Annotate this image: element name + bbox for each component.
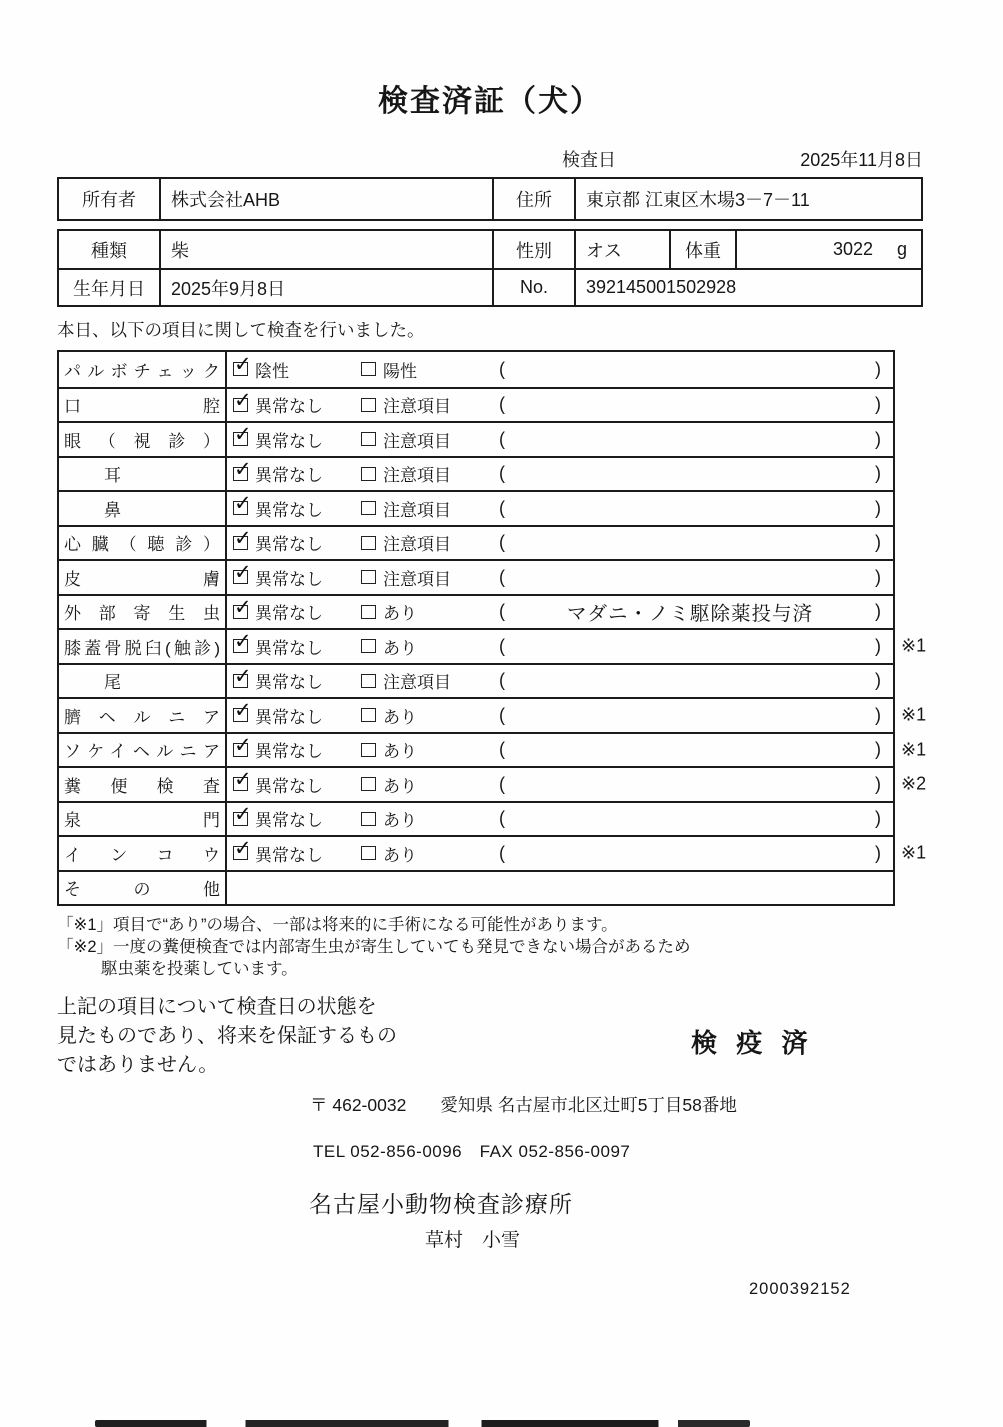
note-open-paren: (: [499, 739, 505, 760]
inspection-row: [59, 352, 893, 387]
disclaimer-line-1: 上記の項目について検査日の状態を: [57, 996, 377, 1018]
check-icon: ✓: [234, 526, 252, 550]
note-field: [495, 567, 893, 588]
weight-value: 3022: [832, 239, 873, 259]
option2-checkbox[interactable]: [361, 398, 376, 412]
option1: [233, 388, 361, 417]
option2-checkbox[interactable]: [361, 467, 376, 481]
inspection-row: [59, 766, 927, 801]
inspection-item-cell: [59, 458, 227, 491]
weight-unit: g: [896, 239, 907, 259]
inspection-row: [59, 732, 927, 767]
check-icon: ✓: [234, 699, 252, 723]
note-field: [495, 739, 893, 760]
option1-checkbox[interactable]: [233, 802, 252, 826]
inspection-row-content: [227, 837, 893, 870]
inspection-row: [59, 525, 893, 560]
option2-checkbox[interactable]: [361, 501, 376, 515]
option2-label: あり: [383, 707, 417, 727]
option2: [361, 357, 495, 382]
option1-label: 異常なし: [255, 535, 323, 555]
inspection-item-label: 眼（視診）: [64, 431, 220, 451]
option1: [233, 699, 361, 728]
inspection-row: [59, 801, 893, 836]
inspection-item-cell: [59, 734, 227, 767]
inspection-row-content: [227, 803, 893, 836]
option1-label: 異常なし: [255, 569, 323, 589]
note-field: [495, 359, 893, 380]
option2-checkbox[interactable]: [361, 536, 376, 550]
option2: [361, 806, 495, 831]
check-icon: ✓: [234, 423, 252, 447]
serial-number: 2000392152: [749, 1280, 851, 1298]
option2: [361, 634, 495, 659]
inspection-row: [59, 628, 927, 663]
inspection-row: [59, 421, 893, 456]
check-icon: ✓: [234, 802, 252, 826]
option1: [233, 561, 361, 590]
certificate-no-value: 392145001502928: [574, 270, 921, 305]
inspection-row: [59, 870, 893, 905]
option2-checkbox[interactable]: [361, 743, 376, 757]
option1: [233, 423, 361, 452]
inspection-row-content: [227, 699, 893, 732]
option1-checkbox[interactable]: [233, 595, 252, 619]
owner-name: 株式会社AHB: [159, 179, 492, 219]
inspection-row-content: [227, 630, 893, 663]
option2-label: 注意項目: [383, 397, 451, 417]
inspection-item-label: 鼻: [104, 500, 121, 520]
pet-info-row-2: [59, 268, 921, 305]
option1-checkbox[interactable]: [233, 733, 252, 757]
inspection-row-content: [227, 389, 893, 422]
note-close-paren: ): [875, 497, 881, 518]
note-close-paren: ): [875, 428, 881, 449]
option1-label: 異常なし: [255, 397, 323, 417]
disclaimer-line-3: ではありません。: [57, 1054, 219, 1076]
note-open-paren: (: [499, 842, 505, 863]
option1-label: 異常なし: [255, 431, 323, 451]
row-reference-mark: ※1: [901, 739, 927, 760]
clinic-name: 名古屋小動物検査診療所: [309, 1191, 573, 1217]
inspection-row: [59, 490, 893, 525]
note-field: [495, 843, 893, 864]
inspection-item-cell: [59, 492, 227, 525]
note-open-paren: (: [499, 635, 505, 656]
note-open-paren: (: [499, 358, 505, 379]
note-close-paren: ): [875, 808, 881, 829]
inspection-item-label: 尾: [104, 673, 121, 693]
option2: [361, 530, 495, 555]
check-icon: ✓: [234, 353, 252, 377]
inspection-item-label: 耳: [104, 466, 121, 486]
check-icon: ✓: [234, 837, 252, 861]
inspection-row-content: [227, 665, 893, 698]
inspection-item-label: パルボチェック: [64, 361, 220, 381]
option1: [233, 526, 361, 555]
note-open-paren: (: [499, 497, 505, 518]
inspection-item-label: 外部寄生虫: [64, 604, 220, 624]
veterinarian-name: 草村 小雪: [425, 1230, 521, 1251]
clinic-address: 愛知県 名古屋市北区辻町5丁目58番地: [440, 1095, 737, 1115]
note-close-paren: ): [875, 739, 881, 760]
option2-checkbox[interactable]: [361, 432, 376, 446]
owner-table: [57, 177, 923, 221]
option2: [361, 841, 495, 866]
option2-label: 陽性: [383, 361, 417, 381]
quarantine-stamp: 検 疫 済: [691, 1028, 814, 1058]
check-icon: ✓: [234, 388, 252, 412]
inspection-item-cell: [59, 699, 227, 732]
intro-text: 本日、以下の項目に関して検査を行いました。: [57, 320, 425, 340]
clinic-tel-fax: TEL 052-856-0096 FAX 052-856-0097: [313, 1142, 631, 1161]
inspection-item-label: その他: [64, 880, 220, 900]
pet-info-row-1: [59, 231, 921, 268]
option1-checkbox[interactable]: [233, 353, 252, 377]
footnotes: [57, 914, 923, 980]
inspection-date-row: [57, 146, 923, 168]
owner-address-label: 住所: [492, 179, 574, 219]
footnote-2-continued: 駆虫薬を投薬しています。: [101, 960, 298, 978]
inspection-item-label: インコウ: [64, 845, 220, 865]
option1: [233, 457, 361, 486]
option2: [361, 392, 495, 417]
option2-checkbox[interactable]: [361, 639, 376, 653]
note-field: [495, 598, 893, 626]
inspection-date-label: 検査日: [562, 150, 616, 170]
note-close-paren: ): [875, 842, 881, 863]
check-icon: ✓: [234, 561, 252, 585]
note-field: [495, 774, 893, 795]
option1: [233, 492, 361, 521]
option1-checkbox[interactable]: [233, 561, 252, 585]
inspection-item-label: 糞便検査: [64, 776, 220, 796]
note-field: [495, 670, 893, 691]
check-icon: ✓: [234, 664, 252, 688]
note-open-paren: (: [499, 463, 505, 484]
option2: [361, 427, 495, 452]
inspection-item-cell: [59, 803, 227, 836]
inspection-row-content: [227, 596, 893, 629]
option2: [361, 668, 495, 693]
inspection-row: [59, 697, 927, 732]
inspection-row-content: [227, 352, 893, 387]
option2-label: 注意項目: [383, 500, 451, 520]
inspection-item-label: 皮膚: [64, 569, 220, 589]
disclaimer-section: [57, 993, 923, 1085]
note-close-paren: ): [875, 394, 881, 415]
option1: [233, 837, 361, 866]
inspection-row: [59, 559, 893, 594]
inspection-row-content: [227, 492, 893, 525]
owner-address: 東京都 江東区木場3－7－11: [574, 179, 921, 219]
disclaimer-line-2: 見たものであり、将来を保証するもの: [57, 1025, 397, 1047]
sex-label: 性別: [492, 231, 574, 268]
note-open-paren: (: [499, 532, 505, 553]
option2-label: あり: [383, 604, 417, 624]
option1-label: 異常なし: [255, 466, 323, 486]
option1-checkbox[interactable]: [233, 664, 252, 688]
inspection-item-cell: [59, 527, 227, 560]
row-reference-mark: ※1: [901, 842, 927, 863]
clinic-postal-code: 〒 462-0032: [310, 1095, 407, 1115]
inspection-item-label: 心臓（聴診）: [64, 535, 220, 555]
clinic-address-row: [310, 1092, 923, 1117]
inspection-item-label: 泉門: [64, 811, 220, 831]
inspection-date-value: 2025年11月8日: [800, 150, 923, 170]
option1-label: 異常なし: [255, 742, 323, 762]
inspection-item-cell: [59, 561, 227, 594]
note-field: [495, 429, 893, 450]
option2-label: あり: [383, 638, 417, 658]
option2: [361, 703, 495, 728]
inspection-item-label: 膝蓋骨脱臼(触診): [64, 638, 220, 658]
option1-label: 異常なし: [255, 604, 323, 624]
option1-checkbox[interactable]: [233, 423, 252, 447]
birthdate-label: 生年月日: [73, 278, 145, 299]
option2-label: あり: [383, 776, 417, 796]
note-open-paren: (: [499, 773, 505, 794]
option2: [361, 599, 495, 624]
inspection-row-content: [227, 458, 893, 491]
inspection-item-cell: [59, 596, 227, 629]
check-icon: ✓: [234, 457, 252, 481]
note-close-paren: ): [875, 670, 881, 691]
inspection-item-cell: [59, 423, 227, 456]
inspection-item-label: 口腔: [64, 397, 220, 417]
check-icon: ✓: [234, 630, 252, 654]
option1: [233, 768, 361, 797]
weight-cell: [735, 231, 921, 268]
option1: [233, 630, 361, 659]
option1-label: 異常なし: [255, 638, 323, 658]
note-field: [495, 532, 893, 553]
option1: [233, 353, 361, 382]
option1: [233, 733, 361, 762]
option1-checkbox[interactable]: [233, 457, 252, 481]
inspection-row-content: [227, 872, 893, 905]
inspection-item-label: 臍ヘルニア: [64, 707, 220, 727]
option2-checkbox[interactable]: [361, 708, 376, 722]
inspection-table: [57, 350, 927, 906]
note-close-paren: ): [875, 463, 881, 484]
inspection-row-content: [227, 734, 893, 767]
option1-label: 異常なし: [255, 776, 323, 796]
note-open-paren: (: [499, 601, 505, 622]
inspection-item-cell: [59, 872, 227, 905]
pet-info-table: [57, 229, 923, 307]
option2-label: 注意項目: [383, 673, 451, 693]
option2-label: あり: [383, 811, 417, 831]
note-close-paren: ): [875, 635, 881, 656]
inspection-row-content: [227, 561, 893, 594]
option2: [361, 496, 495, 521]
option1-checkbox[interactable]: [233, 388, 252, 412]
check-icon: ✓: [234, 595, 252, 619]
note-close-paren: ): [875, 532, 881, 553]
inspection-row: [59, 387, 893, 422]
inspection-item-cell: [59, 837, 227, 870]
row-reference-mark: ※1: [901, 704, 927, 725]
inspection-row-content: [227, 768, 893, 801]
note-close-paren: ): [875, 566, 881, 587]
sex-value: オス: [574, 231, 669, 268]
option1-checkbox[interactable]: [233, 492, 252, 516]
option2-label: 注意項目: [383, 431, 451, 451]
option1-label: 異常なし: [255, 811, 323, 831]
owner-label: 所有者: [82, 190, 136, 210]
note-close-paren: ): [875, 704, 881, 725]
option1-label: 異常なし: [255, 845, 323, 865]
option1-checkbox[interactable]: [233, 768, 252, 792]
note-field: [495, 636, 893, 657]
option2-label: あり: [383, 742, 417, 762]
option2: [361, 772, 495, 797]
option2-label: あり: [383, 845, 417, 865]
row-reference-mark: ※1: [901, 635, 927, 656]
note-open-paren: (: [499, 670, 505, 691]
inspection-item-cell: [59, 665, 227, 698]
check-icon: ✓: [234, 733, 252, 757]
inspection-item-label: ソケイヘルニア: [64, 742, 220, 762]
footnote-2: 「※2」一度の糞便検査では内部寄生虫が寄生していても発見できない場合があるため: [57, 938, 691, 956]
option1: [233, 802, 361, 831]
check-icon: ✓: [234, 768, 252, 792]
option1-label: 陰性: [255, 361, 289, 381]
option2-checkbox[interactable]: [361, 570, 376, 584]
inspection-item-cell: [59, 768, 227, 801]
note-open-paren: (: [499, 808, 505, 829]
note-field: [495, 808, 893, 829]
option2-label: 注意項目: [383, 569, 451, 589]
option2: [361, 461, 495, 486]
inspection-row: [59, 456, 893, 491]
inspection-item-cell: [59, 389, 227, 422]
option1-label: 異常なし: [255, 500, 323, 520]
option1: [233, 595, 361, 624]
note-field: [495, 463, 893, 484]
row-reference-mark: ※2: [901, 773, 927, 794]
option1-label: 異常なし: [255, 707, 323, 727]
inspection-row: [59, 835, 927, 870]
option2-checkbox[interactable]: [361, 362, 376, 376]
option2-checkbox[interactable]: [361, 777, 376, 791]
breed-label: 種類: [91, 240, 127, 261]
option1-checkbox[interactable]: [233, 630, 252, 654]
birthdate-value: 2025年9月8日: [159, 270, 492, 305]
inspection-row: [59, 663, 893, 698]
option1-checkbox[interactable]: [233, 526, 252, 550]
option2: [361, 565, 495, 590]
inspection-item-cell: [59, 352, 227, 387]
certificate-no-label: No.: [492, 270, 574, 305]
weight-label: 体重: [669, 231, 735, 268]
note-open-paren: (: [499, 704, 505, 725]
note-field: [495, 705, 893, 726]
breed-value: 柴: [159, 231, 492, 268]
option2-label: 注意項目: [383, 466, 451, 486]
note-close-paren: ): [875, 773, 881, 794]
note-field: [495, 498, 893, 519]
inspection-row: [59, 594, 893, 629]
inspection-item-cell: [59, 630, 227, 663]
option1-checkbox[interactable]: [233, 699, 252, 723]
inspection-row-content: [227, 527, 893, 560]
scan-artifact: [95, 1420, 750, 1427]
note-text: マダニ・ノミ駆除薬投与済: [566, 602, 813, 625]
note-field: [495, 394, 893, 415]
option1-label: 異常なし: [255, 673, 323, 693]
note-close-paren: ): [875, 601, 881, 622]
option2-label: 注意項目: [383, 535, 451, 555]
check-icon: ✓: [234, 492, 252, 516]
option2-checkbox[interactable]: [361, 812, 376, 826]
note-close-paren: ): [875, 358, 881, 379]
note-open-paren: (: [499, 394, 505, 415]
inspection-row-content: [227, 423, 893, 456]
option1: [233, 664, 361, 693]
document-title: 検査済証（犬）: [378, 85, 602, 118]
note-open-paren: (: [499, 566, 505, 587]
note-open-paren: (: [499, 428, 505, 449]
option2-checkbox[interactable]: [361, 605, 376, 619]
option2-checkbox[interactable]: [361, 674, 376, 688]
option2-checkbox[interactable]: [361, 846, 376, 860]
footnote-1: 「※1」項目で“あり”の場合、一部は将来的に手術になる可能性があります。: [57, 916, 618, 934]
option1-checkbox[interactable]: [233, 837, 252, 861]
option2: [361, 737, 495, 762]
